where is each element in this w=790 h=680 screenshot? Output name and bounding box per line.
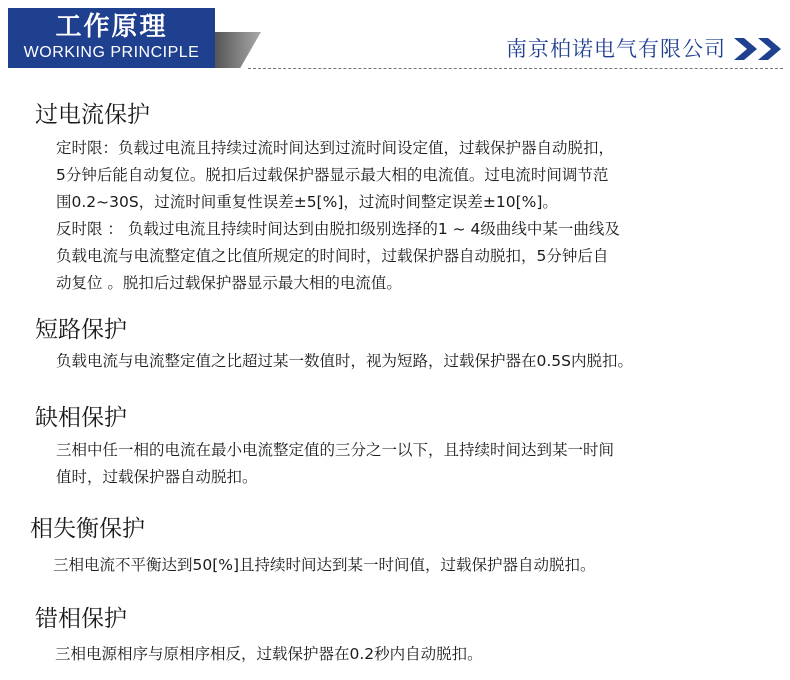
section-phase-loss xyxy=(0,403,790,491)
section-heading: 过电流保护 xyxy=(35,102,150,128)
body-line: 反时限 ： 负载过电流且持续时间达到由脱扣级别选择的1 ~ 4级曲线中某一曲线及 xyxy=(56,220,620,238)
body-line: 负载电流与电流整定值之比超过某一数值时，视为短路，过载保护器在0.5S内脱扣。 xyxy=(56,352,633,370)
body-line: 三相电源相序与原相序相反，过载保护器在0.2秒内自动脱扣。 xyxy=(55,645,483,663)
body-line: 5分钟后能自动复位。脱扣后过载保护器显示最大相的电流值。过电流时间调节范 xyxy=(56,166,609,184)
company-name: 南京柏诺电气有限公司 xyxy=(506,37,726,61)
section-phase-sequence xyxy=(0,604,790,668)
section-heading: 短路保护 xyxy=(35,317,127,343)
section-heading: 缺相保护 xyxy=(35,405,127,431)
double-chevron-right-icon xyxy=(732,36,786,62)
body-line: 三相中任一相的电流在最小电流整定值的三分之一以下，且持续时间达到某一时间 xyxy=(56,441,615,459)
page-title: 工作原理 xyxy=(55,12,168,42)
section-body xyxy=(53,552,790,579)
body-line: 三相电流不平衡达到50[%]且持续时间达到某一时间值，过载保护器自动脱扣。 xyxy=(53,556,596,574)
body-line: 值时，过载保护器自动脱扣。 xyxy=(56,468,258,486)
section-heading: 相失衡保护 xyxy=(30,516,145,542)
section-body xyxy=(56,437,790,491)
section-body xyxy=(55,641,790,668)
title-shadow-decoration xyxy=(215,32,261,68)
header-divider xyxy=(248,68,783,69)
body-line: 负载电流与电流整定值之比值所规定的时间时，过载保护器自动脱扣，5分钟后自 xyxy=(56,247,609,265)
page-header xyxy=(0,0,790,72)
section-phase-imbalance xyxy=(0,514,790,579)
body-line: 围0.2~30S，过流时间重复性误差±5[%]，过流时间整定误差±10[%]。 xyxy=(56,193,558,211)
section-body xyxy=(56,348,790,375)
body-line: 定时限：负载过电流且持续过流时间达到过流时间设定值，过载保护器自动脱扣， xyxy=(56,139,615,157)
section-body xyxy=(56,135,790,297)
section-heading: 错相保护 xyxy=(35,606,127,632)
section-short-circuit xyxy=(0,315,790,375)
body-line: 动复位 。脱扣后过载保护器显示最大相的电流值。 xyxy=(56,274,402,292)
page-subtitle: WORKING PRINCIPLE xyxy=(23,44,200,61)
section-overcurrent xyxy=(0,100,790,297)
section-title-box xyxy=(8,8,215,68)
